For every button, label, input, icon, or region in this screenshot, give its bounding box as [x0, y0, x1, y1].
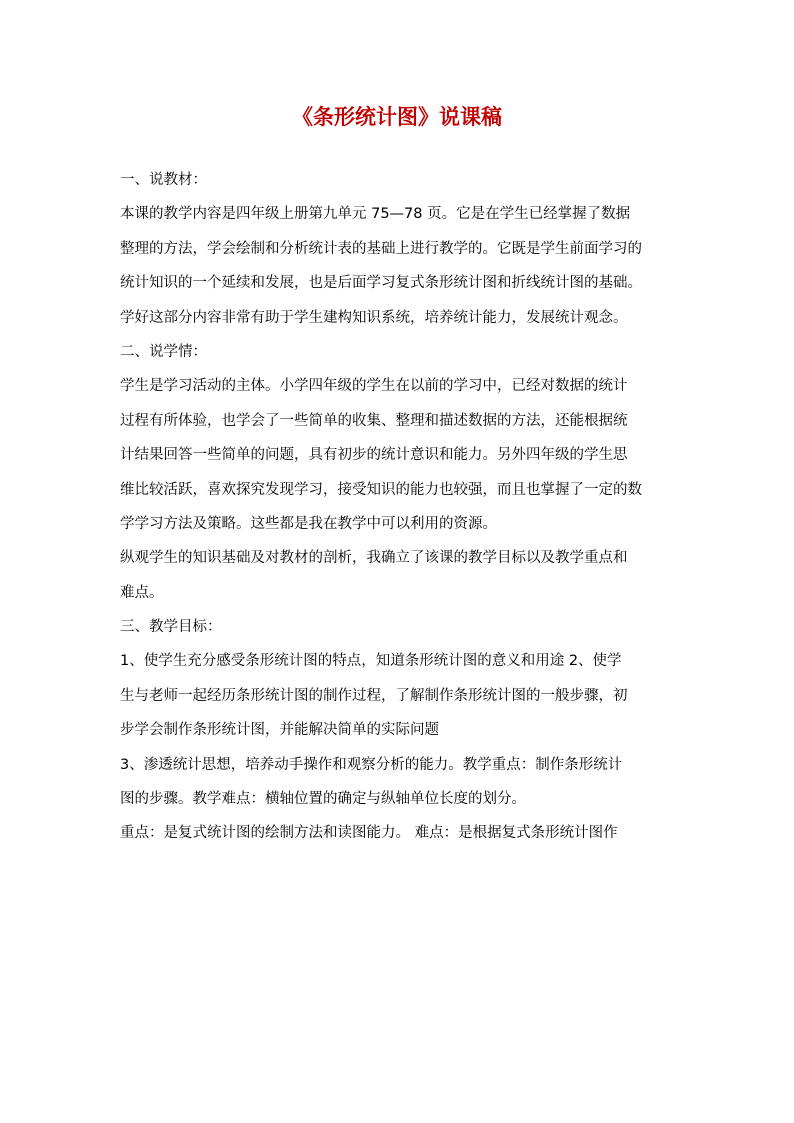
- paragraph-line: 学生是学习活动的主体。小学四年级的学生在以前的学习中，已经对数据的统计: [120, 378, 628, 395]
- paragraph-line: 生与老师一起经历条形统计图的制作过程，了解制作条形统计图的一般步骤，初: [120, 687, 628, 704]
- paragraph-line: 重点：是复式统计图的绘制方法和读图能力。 难点：是根据复式条形统计图作: [120, 825, 618, 842]
- paragraph-line: 本课的教学内容是四年级上册第九单元 75—78 页。它是在学生已经掌握了数据: [120, 206, 631, 223]
- section-heading-students: 二、说学情：: [120, 343, 207, 360]
- paragraph-line: 步学会制作条形统计图，并能解决简单的实际问题: [120, 722, 439, 739]
- paragraph-line: 纵观学生的知识基础及对教材的剖析，我确立了该课的教学目标以及教学重点和: [120, 550, 628, 567]
- paragraph-line: 学好这部分内容非常有助于学生建构知识系统，培养统计能力，发展统计观念。: [120, 309, 628, 326]
- paragraph-line: 1、使学生充分感受条形统计图的特点，知道条形统计图的意义和用途 2、使学: [120, 653, 622, 670]
- section-heading-goals: 三、教学目标：: [120, 619, 222, 636]
- paragraph-line: 维比较活跃，喜欢探究发现学习，接受知识的能力也较强，而且也掌握了一定的数: [120, 481, 642, 498]
- paragraph-line: 统计知识的一个延续和发展，也是后面学习复式条形统计图和折线统计图的基础。: [120, 275, 642, 292]
- document-body: [120, 165, 700, 853]
- paragraph-line: 计结果回答一些简单的问题，具有初步的统计意识和能力。另外四年级的学生思: [120, 447, 628, 464]
- paragraph-line: 难点。: [120, 584, 164, 601]
- paragraph-line: 整理的方法，学会绘制和分析统计表的基础上进行教学的。它既是学生前面学习的: [120, 240, 642, 257]
- section-heading-textbook: 一、说教材：: [120, 172, 207, 188]
- paragraph-line: 图的步骤。教学难点：横轴位置的确定与纵轴单位长度的划分。: [120, 791, 526, 808]
- paragraph-line: 过程有所体验，也学会了一些简单的收集、整理和描述数据的方法，还能根据统: [120, 412, 628, 429]
- paragraph-line: 学学习方法及策略。这些都是我在教学中可以利用的资源。: [120, 515, 497, 532]
- paragraph-line: 3、渗透统计思想，培养动手操作和观察分析的能力。教学重点：制作条形统计: [120, 756, 623, 773]
- document-title: 《条形统计图》说课稿: [292, 104, 502, 129]
